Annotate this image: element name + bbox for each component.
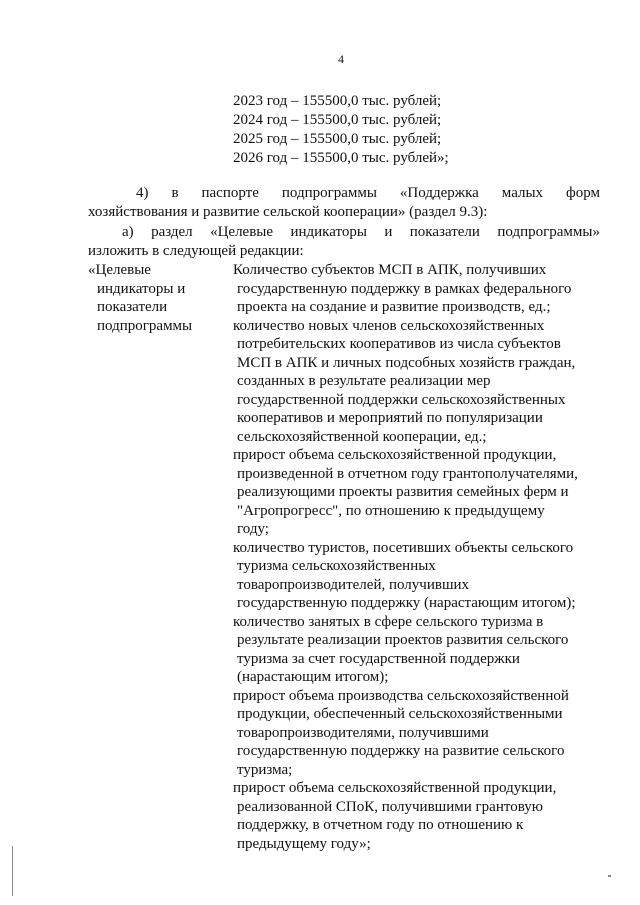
indicator-line: государственную поддержку в рамках федерального <box>237 280 572 297</box>
indicator-line: кооперативов и мероприятий по популяризации <box>237 410 543 426</box>
indicator-line: туризма; <box>237 761 293 778</box>
indicator-line: Количество субъектов МСП в АПК, получивших <box>233 262 547 278</box>
scan-edge-mark <box>12 846 13 896</box>
indicator-line: товаропроизводителей, получивших <box>237 576 470 593</box>
indicator-line: количество новых членов сельскохозяйственных <box>233 317 545 334</box>
indicator-line: прирост объема сельскохозяйственной продукции, <box>233 447 557 463</box>
section-label-line: индикаторы и <box>97 280 186 297</box>
section-label <box>88 261 192 335</box>
section-label-line: «Целевые <box>88 262 151 278</box>
indicator-line: (нарастающим итогом); <box>237 669 389 685</box>
indicator-line: проекта на создание и развитие производств, ед.; <box>237 299 551 315</box>
scan-speck <box>608 875 611 877</box>
page-number: 4 <box>338 52 344 66</box>
budget-line-2025: 2025 год – 155500,0 тыс. рублей; <box>233 131 442 147</box>
indicator-line: государственной поддержки сельскохозяйственных <box>237 391 566 408</box>
indicator-line: прирост объема сельскохозяйственной продукции, <box>233 780 557 796</box>
indicator-line: поддержку, в отчетном году по отношению к <box>237 817 524 833</box>
paragraph-4 <box>88 184 600 222</box>
indicator-line: государственную поддержку на развитие сельского <box>237 743 565 759</box>
paragraph-a-line-1: а) раздел «Целевые индикаторы и показатели подпрограммы» <box>122 224 600 240</box>
indicator-line: произведенной в отчетном году грантополучателями, <box>237 465 578 482</box>
indicator-line: продукции, обеспеченный сельскохозяйственными <box>237 706 563 722</box>
paragraph-a-line-2: изложить в следующей редакции: <box>88 243 304 259</box>
indicator-line: результате реализации проектов развития сельского <box>237 632 569 648</box>
indicator-line: туризма сельскохозяйственных <box>237 558 436 574</box>
indicator-line: количество туристов, посетивших объекты сельского <box>233 539 574 556</box>
indicator-line: сельскохозяйственной кооперации, ед.; <box>237 428 487 445</box>
indicator-line: "Агропрогресс", по отношению к предыдущему <box>237 502 545 519</box>
indicator-line: реализованной СПоК, получившими грантовую <box>237 798 543 815</box>
indicator-line: количество занятых в сфере сельского туризма в <box>233 613 544 630</box>
indicator-line: туризма за счет государственной поддержки <box>237 650 520 667</box>
indicator-line: прирост объема производства сельскохозяйственной <box>233 687 569 704</box>
indicator-line: потребительских кооперативов из числа субъектов <box>237 336 561 352</box>
budget-lines <box>233 92 449 168</box>
budget-line-2023: 2023 год – 155500,0 тыс. рублей; <box>233 93 442 109</box>
indicator-line: предыдущему году»; <box>237 835 371 852</box>
indicator-line: реализующими проекты развития семейных ферм и <box>237 484 569 500</box>
indicator-line: МСП в АПК и личных подсобных хозяйств граждан, <box>237 354 576 371</box>
indicator-line: государственную поддержку (нарастающим итогом); <box>237 595 576 611</box>
paragraph-4-line-2: хозяйствования и развитие сельской кооперации» (раздел 9.3): <box>88 204 488 220</box>
indicator-line: году; <box>237 521 269 537</box>
section-label-line: показатели <box>97 299 168 315</box>
indicators-text <box>233 261 605 853</box>
section-label-line: подпрограммы <box>97 317 193 334</box>
indicator-line: созданных в результате реализации мер <box>237 373 491 389</box>
budget-line-2024: 2024 год – 155500,0 тыс. рублей; <box>233 112 442 128</box>
paragraph-a <box>88 223 600 261</box>
paragraph-4-line-1: 4) в паспорте подпрограммы «Поддержка малых форм <box>136 185 600 201</box>
indicator-line: товаропроизводителями, получившими <box>237 724 489 741</box>
budget-line-2026: 2026 год – 155500,0 тыс. рублей»; <box>233 150 449 166</box>
